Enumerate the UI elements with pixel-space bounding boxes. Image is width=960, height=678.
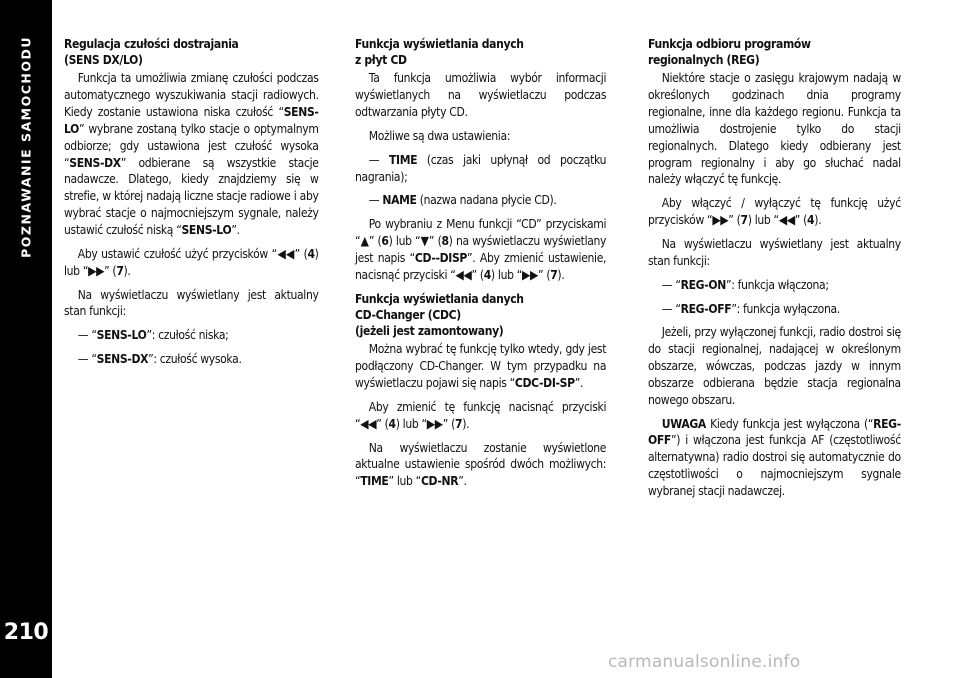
column-1 — [64, 36, 319, 375]
paragraph: Możliwe są dwa ustawienia: — [368, 127, 511, 143]
column-3 — [648, 36, 901, 507]
paragraph: Aby zmienić tę funkcję nacisnąć przyciski “◀◀” (4) lub “▶▶” (7). — [355, 398, 607, 431]
paragraph: Można wybrać tę funkcję tylko wtedy, gdy jest podłączony CD-Changer. W tym przypadku na wyświetlaczu pojawi się napis “CDC-DI-SP”. — [355, 341, 607, 390]
heading-reg: Funkcja odbioru programów regionalnych (REG) — [648, 36, 811, 68]
forward-icon: ▶▶ — [426, 415, 443, 431]
page-number: 210 — [3, 620, 49, 645]
list-item: — “REG-OFF”: funkcja wyłączona. — [661, 300, 840, 316]
watermark: carmanualsonline.info — [608, 652, 801, 672]
down-icon: ▼ — [420, 233, 429, 249]
heading-cdc: Funkcja wyświetlania danych CD-Changer (CDC) (jeżeli jest zamontowany) — [355, 290, 524, 339]
column-2 — [355, 36, 606, 497]
list-item: — NAME (nazwa nadana płycie CD). — [368, 192, 557, 208]
paragraph: Na wyświetlaczu wyświetlany jest aktualny stan funkcji: — [648, 236, 901, 268]
rewind-icon: ◀◀ — [360, 415, 377, 431]
list-item: — “SENS-DX”: czułość wysoka. — [77, 351, 242, 367]
paragraph: Aby włączyć / wyłączyć tę funkcję użyć przycisków “▶▶” (7) lub “◀◀” (4). — [648, 195, 901, 228]
paragraph: Niektóre stacje o zasięgu krajowym nadają w określonych godzinach dnia programy regionalne, inne dla każdego regionu. Funkcja ta umożliwia dostrojenie tylko do stacji regionalnych. Dlatego kiedy odbierany jest program regionalny i aby go słuchać nadal należy włączyć tę funkcję. — [648, 70, 901, 187]
list-item: — TIME (czas jaki upłynął od początku nagrania); — [355, 151, 607, 184]
forward-icon: ▶▶ — [88, 262, 105, 278]
rewind-icon: ◀◀ — [455, 266, 472, 282]
heading-sens: Regulacja czułości dostrajania (SENS DX/LO) — [64, 36, 239, 68]
up-icon: ▲ — [360, 233, 369, 249]
rewind-icon: ◀◀ — [276, 245, 295, 261]
paragraph: UWAGA Kiedy funkcja jest wyłączona (“REG-OFF”) i włączona jest funkcja AF (częstotliwość alternatywna) radio dostroi się automatycznie do częstotliwości o najmocniejszym sygnale wybranej stacji nadawczej. — [648, 415, 901, 498]
list-item: — “SENS-LO”: czułość niska; — [77, 327, 229, 343]
heading-cd: Funkcja wyświetlania danych z płyt CD — [355, 36, 524, 68]
forward-icon: ▶▶ — [522, 266, 538, 282]
paragraph: Aby ustawić czułość użyć przycisków “◀◀” (4) lub “▶▶” (7). — [64, 245, 319, 278]
paragraph: Jeżeli, przy wyłączonej funkcji, radio dostroi się do stacji regionalnej, nadającej w określonym obszarze, wówczas, podczas jazdy w innym obszarze odbierana będzie stacja regionalna nowego obszaru. — [648, 324, 901, 407]
forward-icon: ▶▶ — [712, 212, 729, 228]
paragraph: Po wybraniu z Menu funkcji “CD” przyciskami “▲” (6) lub “▼” (8) na wyświetlaczu wyświetlany jest napis “CD--DISP”. Aby zmienić ustawienie, nacisnąć przyciski “◀◀” (4) lub “▶▶” (7). — [355, 216, 607, 282]
paragraph: Na wyświetlaczu zostanie wyświetlone aktualne ustawienie spośród dwóch możliwych: “TIME” lub “CD-NR”. — [355, 439, 607, 489]
section-title: POZNAWANIE SAMOCHODU — [18, 36, 34, 258]
paragraph: Ta funkcja umożliwia wybór informacji wyświetlanych na wyświetlaczu podczas odtwarzania płyty CD. — [355, 70, 607, 120]
paragraph: Na wyświetlaczu wyświetlany jest aktualny stan funkcji: — [64, 286, 319, 319]
sidebar — [0, 0, 52, 678]
list-item: — “REG-ON”: funkcja włączona; — [661, 276, 829, 292]
paragraph: Funkcja ta umożliwia zmianę czułości podczas automatycznego wyszukiwania stacji radiowych. Kiedy zostanie ustawiona niska czułość “SENS-LO” wybrane zostaną tylko stacje o optymalnym odbiorze; gdy ustawiona jest czułość wysoka “SENS-DX” odbierane są wszystkie stacje nadawcze. Dlatego, kiedy znajdziemy się w strefie, w której nadają liczne stacje radiowe i aby wybrać stacje o najmocniejszym sygnale, należy ustawić czułość niską “SENS-LO”. — [64, 70, 319, 237]
rewind-icon: ◀◀ — [778, 212, 795, 228]
